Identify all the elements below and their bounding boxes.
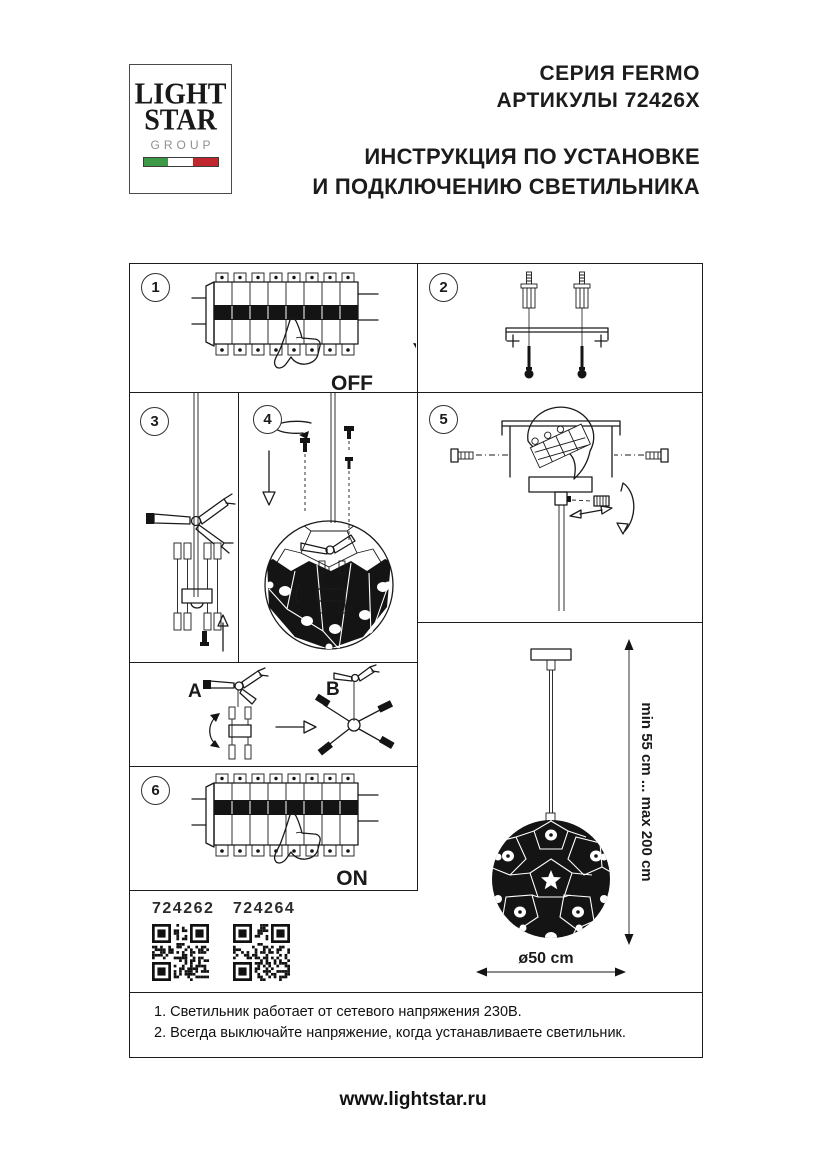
article-code: 724264 [232,900,296,917]
step-4-panel [238,392,418,663]
step-ab-panel [129,662,418,767]
title-block [312,60,700,202]
label-b: B [326,679,340,700]
pointing-hand-icon [275,319,321,368]
step-1-panel [129,263,418,393]
canopy-mounting-illustration [418,393,701,621]
safety-notes [129,992,703,1058]
off-label: OFF [331,372,373,391]
article-code: 724262 [152,900,215,917]
breaker-on-illustration [130,767,416,889]
logo-word-light: LIGHT [134,77,227,112]
note-1: 1. Светильник работает от сетевого напряжения 230В. [154,1004,522,1020]
instruction-line-2: И ПОДКЛЮЧЕНИЮ СВЕТИЛЬНИКА [312,174,700,199]
on-label: ON [336,867,368,889]
step-6-panel [129,766,418,891]
step-2-number: 2 [429,273,458,302]
bracket-hardware-illustration [418,264,701,391]
step-2-panel [417,263,703,393]
logo-word-group: GROUP [150,138,215,152]
spider-unfold-illustration [130,663,416,765]
italian-flag-stripe [143,157,219,167]
logo-word-star: STAR [144,103,217,138]
articles-title: АРТИКУЛЫ 72426X [496,89,700,112]
step-3-panel [129,392,239,663]
lamp-dimensions-area [418,623,703,992]
grub-screw-icon [572,496,609,506]
diameter-label: ø50 cm [518,950,574,967]
flag-red [193,158,218,166]
down-arrow-icon [263,451,275,505]
flag-green [144,158,169,166]
hanger-rods-icon [174,543,221,630]
folded-spider-icon [203,668,268,759]
step-4-number: 4 [253,405,282,434]
instruction-line-1: ИНСТРУКЦИЯ ПО УСТАНОВКЕ [364,144,700,169]
lightstar-logo [129,64,232,194]
step-5-panel [417,392,703,623]
step-1-number: 1 [141,273,170,302]
label-a: A [188,681,202,702]
website-url: www.lightstar.ru [339,1089,487,1110]
adjust-arrows-icon [570,483,634,534]
step-5-number: 5 [429,405,458,434]
height-dimension [625,639,656,945]
articles-area [129,890,418,992]
breaker-off-illustration [130,264,416,391]
flag-white [168,158,193,166]
article-724264 [233,900,295,981]
pendant-lamp-illustration [418,623,703,992]
zoom-balloon-icon [527,407,593,479]
article-724262 [152,900,214,981]
note-2: 2. Всегда выключайте напряжение, когда устанавливаете светильник. [154,1025,626,1041]
step-3-number: 3 [140,407,169,436]
qr-code-724264 [233,924,290,981]
qr-code-724262 [152,924,209,981]
step-6-number: 6 [141,776,170,805]
instruction-title [312,142,700,202]
diameter-dimension [476,950,626,977]
series-title: СЕРИЯ FERMO [539,62,700,85]
height-range-label: min 55 cm ... max 200 cm [638,702,655,882]
screws-down-icon [300,426,354,543]
